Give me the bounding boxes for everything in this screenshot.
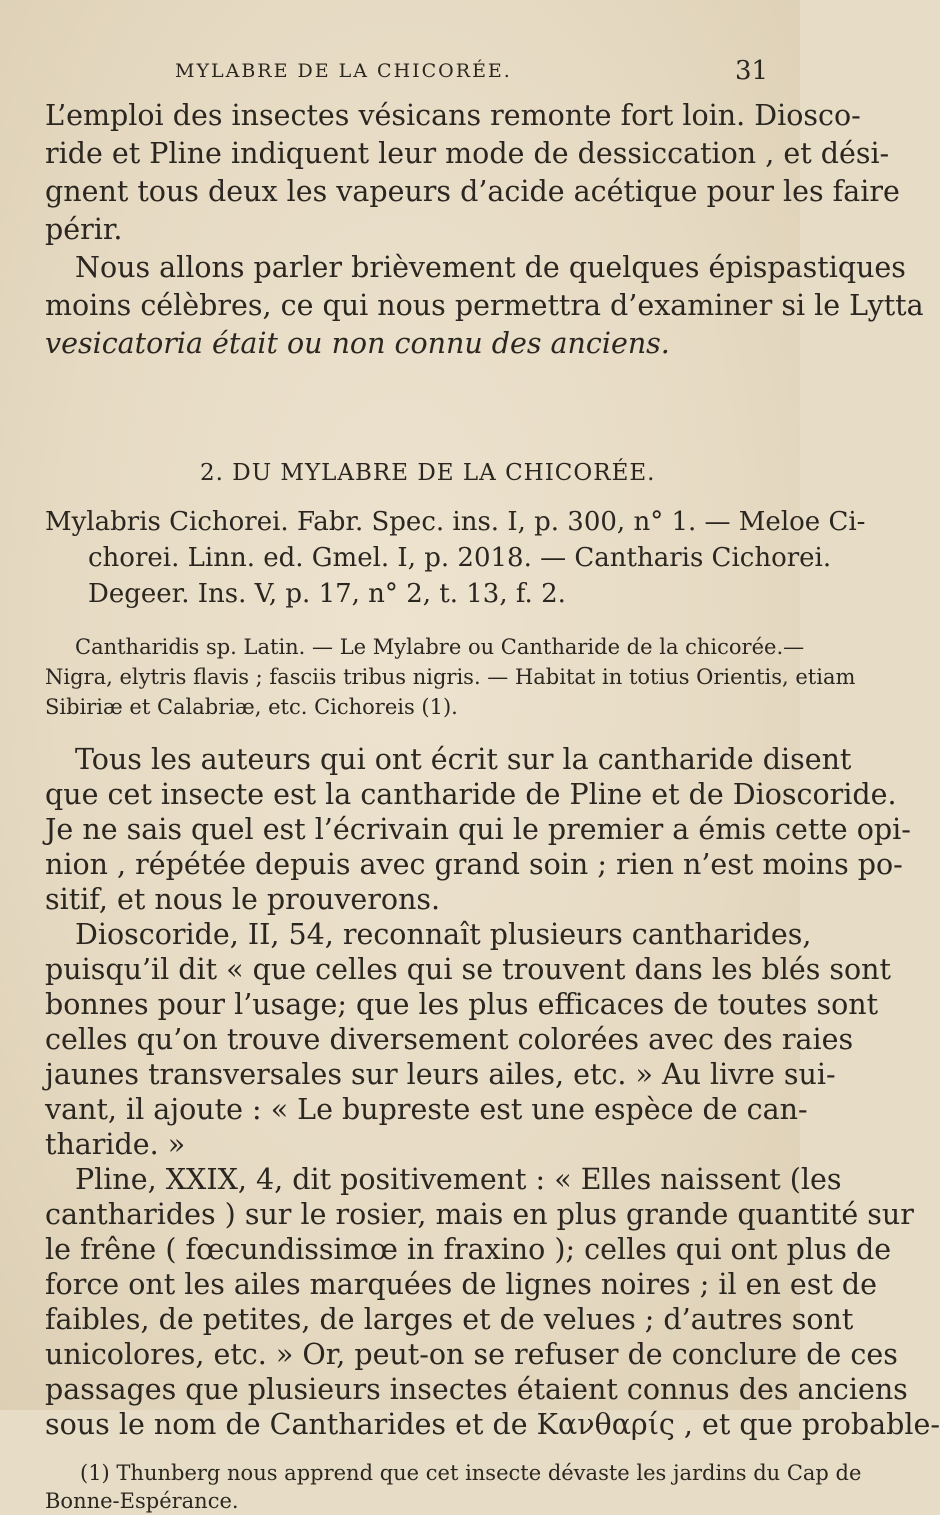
footnote-line: (1) Thunberg nous apprend que cet insecte dévaste les jardins du Cap de	[80, 1461, 862, 1485]
text-line: périr.	[45, 213, 123, 246]
text-line: L’emploi des insectes vésicans remonte fort loin. Diosco-	[45, 99, 861, 132]
text-line: Pline, XXIX, 4, dit positivement : « Elles naissent (les	[75, 1163, 842, 1196]
text-line: Sibiriæ et Calabriæ, etc. Cichoreis (1).	[45, 695, 458, 719]
text-line: le frêne ( fœcundissimœ in fraxino ); celles qui ont plus de	[45, 1233, 892, 1266]
text-line: Nous allons parler brièvement de quelques épispastiques	[75, 251, 906, 284]
text-line: celles qu’on trouve diversement colorées avec des raies	[45, 1023, 854, 1056]
text-line: sitif, et nous le prouverons.	[45, 883, 441, 916]
text-line: vant, il ajoute : « Le bupreste est une espèce de can-	[45, 1093, 808, 1126]
text-line: tharide. »	[45, 1128, 186, 1161]
text-line: gnent tous deux les vapeurs d’acide acétique pour les faire	[45, 175, 900, 208]
text-line: Je ne sais quel est l’écrivain qui le premier a émis cette opi-	[45, 813, 911, 846]
text-line: chorei. Linn. ed. Gmel. I, p. 2018. — Cantharis Cichorei.	[88, 543, 832, 573]
text-line: Dioscoride, II, 54, reconnaît plusieurs cantharides,	[75, 918, 812, 951]
text-line: force ont les ailes marquées de lignes noires ; il en est de	[45, 1268, 878, 1301]
text-line: passages que plusieurs insectes étaient connus des anciens	[45, 1373, 908, 1406]
text-line: jaunes transversales sur leurs ailes, etc. » Au livre sui-	[45, 1058, 836, 1091]
text-line: ride et Pline indiquent leur mode de dessiccation , et dési-	[45, 137, 890, 170]
text-line: unicolores, etc. » Or, peut-on se refuser de conclure de ces	[45, 1338, 898, 1371]
text-line: bonnes pour l’usage; que les plus efficaces de toutes sont	[45, 988, 879, 1021]
text-line: cantharides ) sur le rosier, mais en plus grande quantité sur	[45, 1198, 914, 1231]
section-heading: 2. DU MYLABRE DE LA CHICORÉE.	[200, 460, 656, 486]
text-line: faibles, de petites, de larges et de velues ; d’autres sont	[45, 1303, 854, 1336]
text-line: Degeer. Ins. V, p. 17, n° 2, t. 13, f. 2.	[88, 579, 566, 609]
page-header	[0, 56, 800, 100]
text-line: vesicatoria était ou non connu des anciens.	[45, 327, 670, 360]
text-line: que cet insecte est la cantharide de Pline et de Dioscoride.	[45, 778, 897, 811]
page-number: 31	[735, 56, 769, 86]
text-line: nion , répétée depuis avec grand soin ; rien n’est moins po-	[45, 848, 903, 881]
running-title: MYLABRE DE LA CHICORÉE.	[175, 60, 512, 82]
text-line: Mylabris Cichorei. Fabr. Spec. ins. I, p. 300, n° 1. — Meloe Ci-	[45, 507, 866, 537]
footnote-line: Bonne-Espérance.	[45, 1489, 239, 1513]
text-line: Tous les auteurs qui ont écrit sur la cantharide disent	[75, 743, 852, 776]
text-line: sous le nom de Cantharides et de Κανθαρίς , et que probable-	[45, 1408, 940, 1441]
text-line: Nigra, elytris flavis ; fasciis tribus nigris. — Habitat in totius Orientis, etiam	[45, 665, 856, 689]
text-line: Cantharidis sp. Latin. — Le Mylabre ou Cantharide de la chicorée.—	[75, 635, 805, 659]
text-line: puisqu’il dit « que celles qui se trouvent dans les blés sont	[45, 953, 891, 986]
text-line: moins célèbres, ce qui nous permettra d’examiner si le Lytta	[45, 289, 924, 322]
